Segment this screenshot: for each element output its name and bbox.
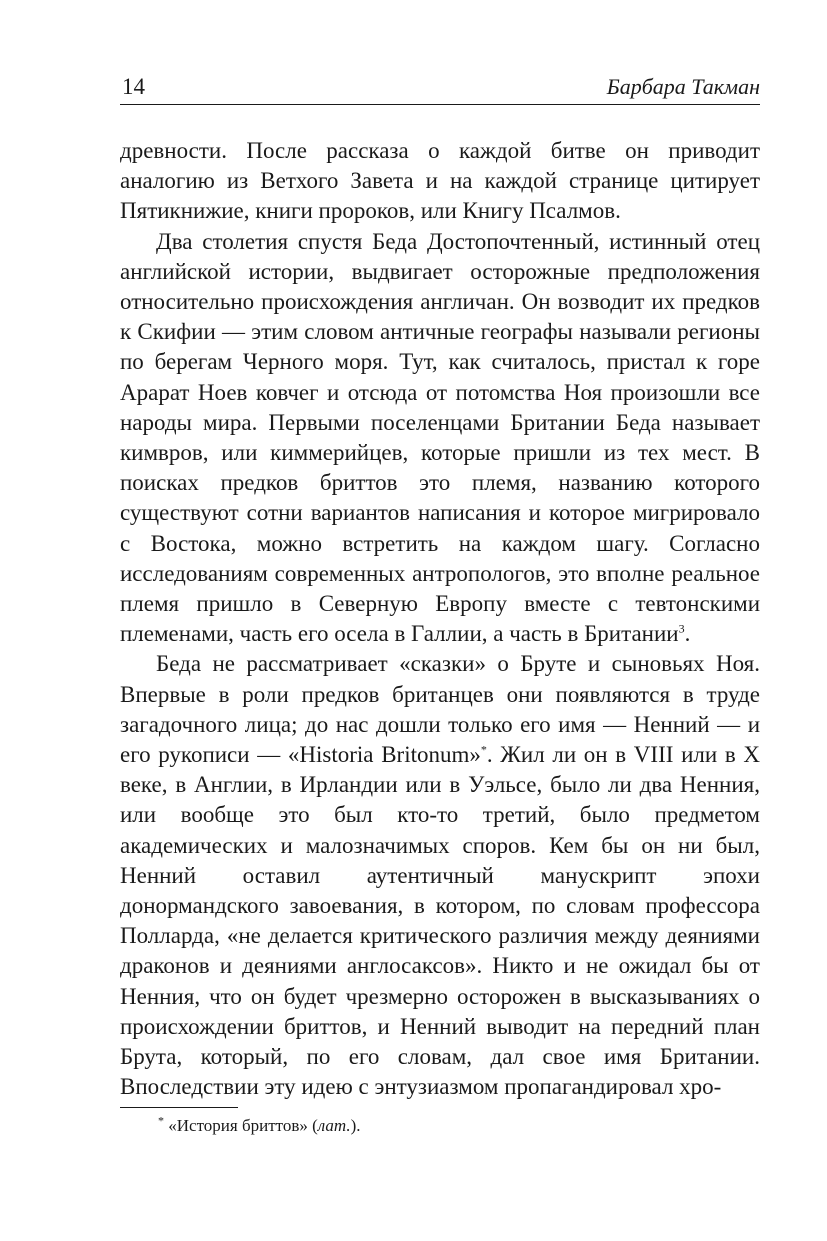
page-number: 14 — [122, 74, 145, 99]
footnote-text: «История бриттов» ( — [168, 1116, 318, 1135]
paragraph-3-text-a: Беда не рассматривает «сказки» о Бруте и сыновьях Ноя. Впервые в роли предков британцев они появляются в труде загадочного лица; до нас дошли только его имя — Ненний — и его рукописи — «Historia Britonum» — [120, 651, 760, 768]
paragraph-1: древности. После рассказа о каждой битве он приводит аналогию из Ветхого Завета и на каждой странице цитирует Пятикнижие, книги пророков, или Книгу Псалмов. — [120, 138, 760, 224]
paragraph-3 — [120, 649, 760, 1102]
footnote-marker: * — [158, 1113, 164, 1128]
paragraph-3-text-b: . Жил ли он в VIII или в X веке, в Англии, в Ирландии или в Уэльсе, было ли два Ненния, или вообще это был кто-то третий, было предметом академических и малозначимых споров. Кем бы он ни был, Ненний оставил аутентичный манускрипт эпохи донормандского завоевания, в котором, по словам профессора Полларда, «не делается критического различия между деяниями драконов и деяниями англосаксов». Никто и не ожидал бы от Ненния, что он будет чрезмерно осторожен в высказываниях о происхождении бриттов, и Ненний выводит на передний план Брута, который, по его словам, дал свое имя Британии. Впоследствии эту идею с энтузиазмом пропагандировал хро- — [120, 742, 760, 1100]
paragraph-2-end: . — [684, 621, 691, 647]
endnote-ref-3: 3 — [678, 621, 685, 636]
footnote-ref-star: * — [480, 742, 487, 757]
header-rule — [120, 104, 760, 105]
footnote-rule — [120, 1107, 238, 1108]
footnote — [158, 1114, 361, 1138]
footnote-language: лат. — [317, 1116, 351, 1135]
running-head: Барбара Такман — [606, 74, 760, 99]
footnote-close: ). — [350, 1116, 361, 1135]
body-text — [120, 136, 760, 1103]
paragraph-2-text: Два столетия спустя Беда Достопочтенный, истинный отец английской истории, выдвигает осторожные предположения относительно происхождения англичан. Он возводит их предков к Скифии — этим словом античные географы называли регионы по берегам Черного моря. Тут, как считалось, пристал к горе Арарат Ноев ковчег и отсюда от потомства Ноя произошли все народы мира. Первыми поселенцами Британии Беда называет кимвров, или киммерийцев, которые пришли из тех мест. В поисках предков бриттов это племя, названию которого существуют сотни вариантов написания и которое мигрировало с Востока, можно встретить на каждом шагу. Согласно исследованиям современных антропологов, это вполне реальное племя пришло в Северную Европу вместе с тевтонскими племенами, часть его осела в Галлии, а часть в Британии — [120, 228, 760, 647]
paragraph-2 — [120, 227, 760, 650]
